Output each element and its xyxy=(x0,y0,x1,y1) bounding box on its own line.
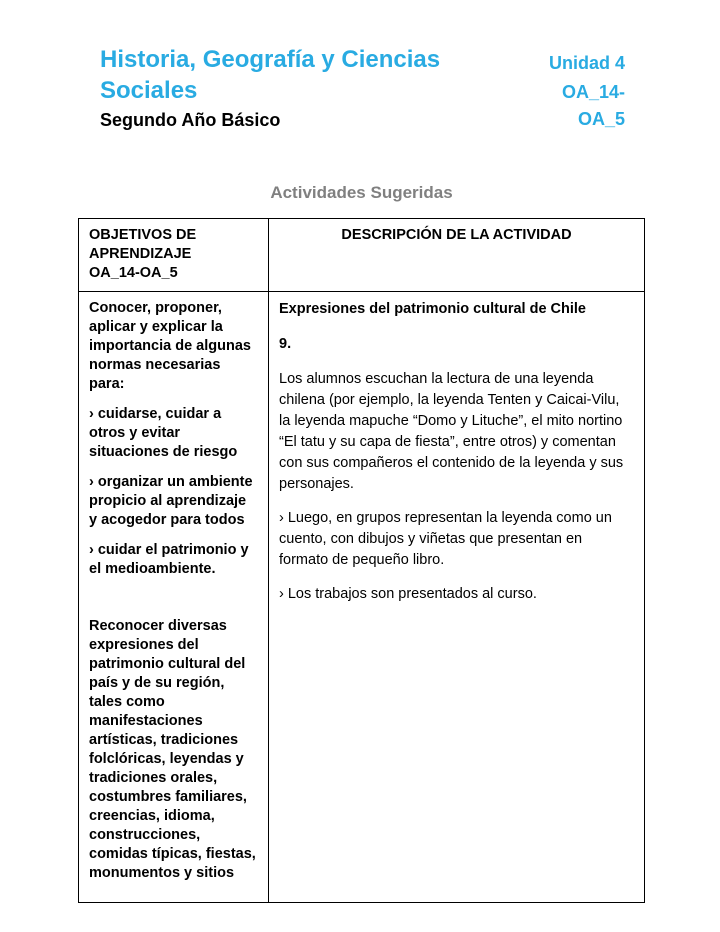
objectives-cell xyxy=(79,292,269,903)
activity-paragraph: › Los trabajos son presentados al curso. xyxy=(279,586,537,602)
activities-table xyxy=(78,218,645,903)
activity-title: Expresiones del patrimonio cultural de Chile xyxy=(279,301,586,317)
oa-code-label: OA_14-OA_5 xyxy=(561,82,625,129)
header-right-block xyxy=(520,48,625,133)
activity-number: 9. xyxy=(279,336,292,352)
objective-second-text: Reconocer diversas expresiones del patrimonio cultural del país y de su región, tales como manifestaciones artísticas, tradiciones folclóricas, leyendas y tradiciones orales, costumbres familiares, creencias, idioma, construcciones, comidas típicas, fiestas, monumentos y sitios xyxy=(89,618,256,881)
document-header xyxy=(100,44,625,133)
objectives-column-header: OBJETIVOS DE APRENDIZAJE OA_14-OA_5 xyxy=(79,219,269,292)
objective-intro-text: Conocer, proponer, aplicar y explicar la importancia de algunas normas necesarias para: xyxy=(89,300,251,392)
section-title: Actividades Sugeridas xyxy=(270,183,453,202)
objective-bullet-item: › cuidar el patrimonio y el medioambiente. xyxy=(89,542,249,577)
header-left-block xyxy=(100,44,520,133)
table-header-row xyxy=(79,219,645,292)
activities-table-body xyxy=(79,292,645,903)
objective-bullet-item: › organizar un ambiente propicio al aprendizaje y acogedor para todos xyxy=(89,474,253,528)
subject-title: Historia, Geografía y Ciencias Sociales xyxy=(100,46,441,104)
activity-paragraph: › Luego, en grupos representan la leyenda como un cuento, con dibujos y viñetas que presentan en formato de pequeño libro. xyxy=(279,510,612,568)
grade-level: Segundo Año Básico xyxy=(100,110,281,130)
activity-cell xyxy=(269,292,645,903)
activity-column-header: DESCRIPCIÓN DE LA ACTIVIDAD xyxy=(269,219,645,292)
objective-bullet-item: › cuidarse, cuidar a otros y evitar situaciones de riesgo xyxy=(89,406,238,460)
activities-table-head xyxy=(79,219,645,292)
unit-label: Unidad 4 xyxy=(548,53,625,73)
table-row xyxy=(79,292,645,903)
activity-paragraph: Los alumnos escuchan la lectura de una leyenda chilena (por ejemplo, la leyenda Tenten y Caicai-Vilu, la leyenda mapuche “Domo y Lituche”, el mito nortino “El tatu y su capa de fiesta”, entre otros) y comentan con sus compañeros el contenido de la leyenda y sus personajes. xyxy=(279,371,624,492)
